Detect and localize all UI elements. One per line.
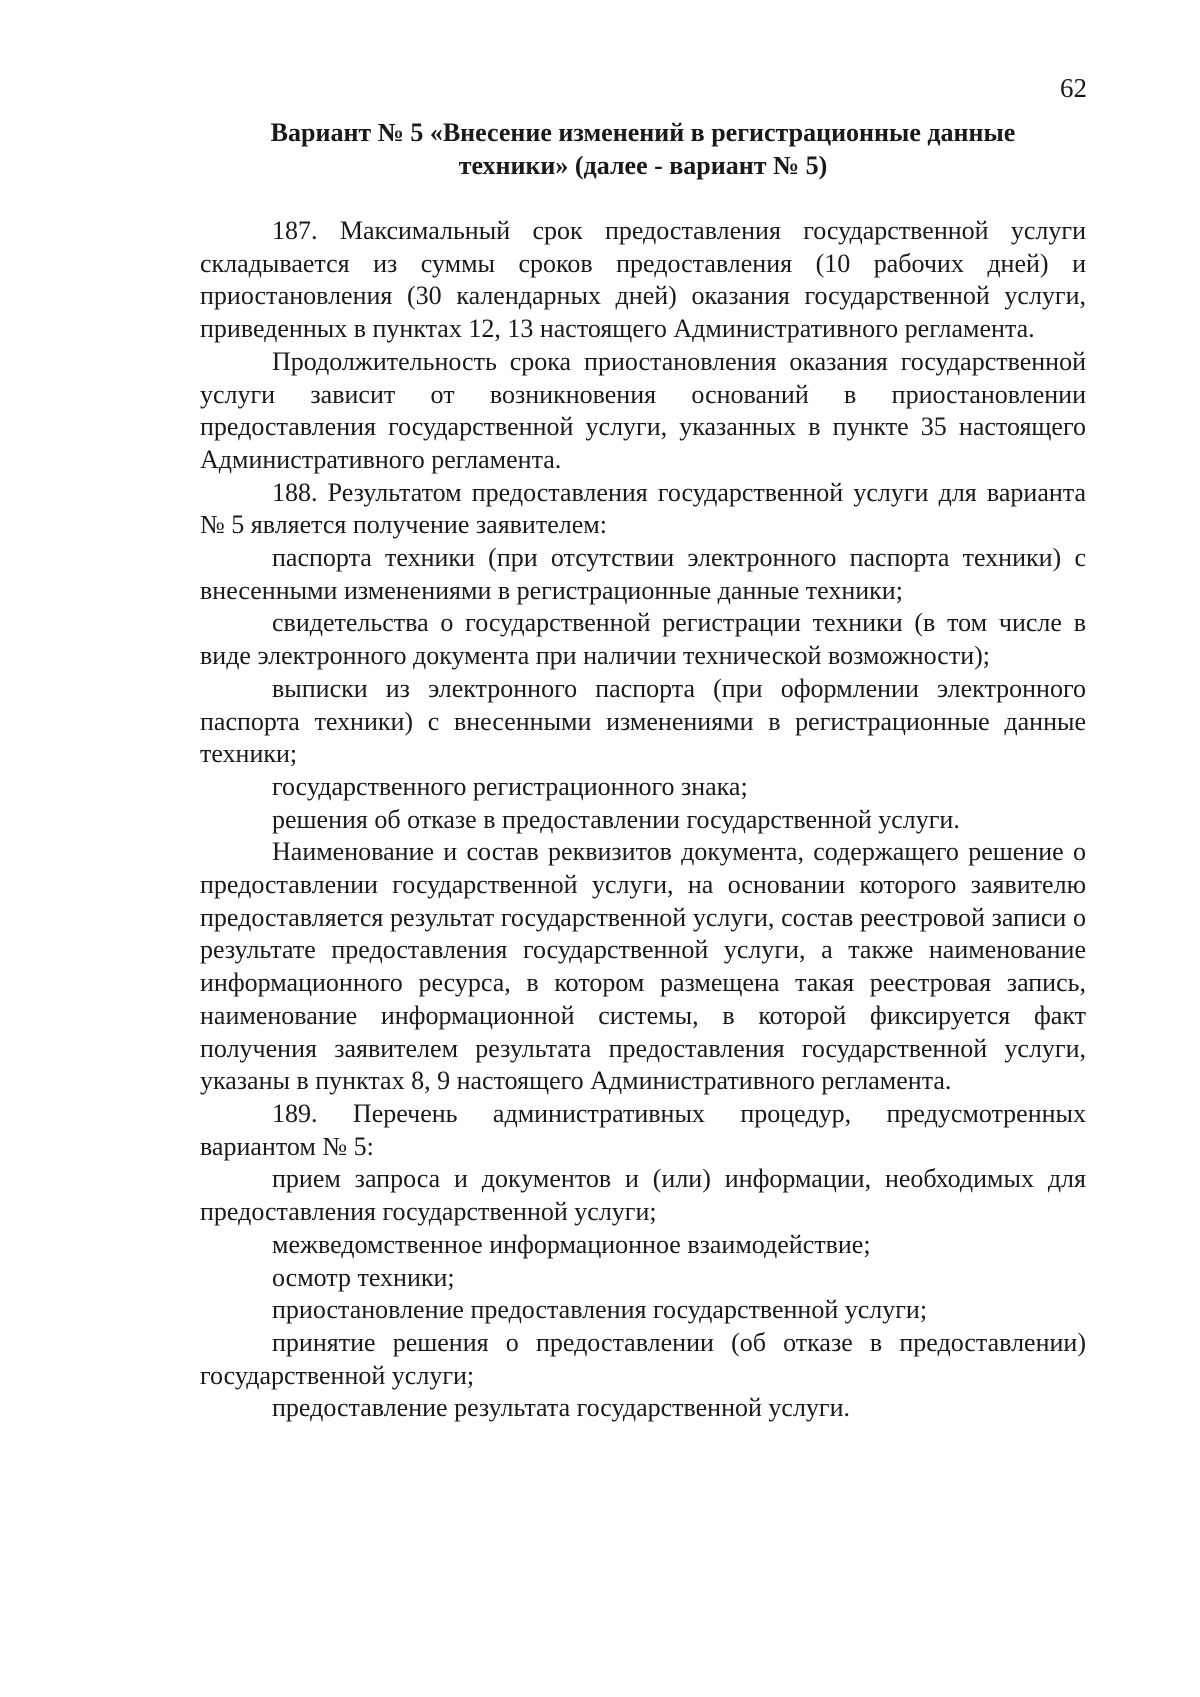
result-item-passport: паспорта техники (при отсутствии электронного паспорта техники) с внесенными изменениями в регистрационные данные техники; [200,543,1086,605]
result-item-plate: государственного регистрационного знака; [272,771,748,801]
result-item-refusal: решения об отказе в предоставлении государственной услуги. [272,804,960,834]
paragraph-187: 187. Максимальный срок предоставления государственной услуги складывается из суммы сроков предоставления (10 рабочих дней) и приостановления (30 календарных дней) оказания государственной услуги, приведенных в пунктах 12, 13 настоящего Административного регламента. [200,216,1086,344]
procedure-item-decision: принятие решения о предоставлении (об отказе в предоставлении) государственной услуги; [200,1327,1086,1390]
section-title-line-1: Вариант № 5 «Внесение изменений в регистрационные данные [270,118,1016,147]
procedure-item-interagency: межведомственное информационное взаимодействие; [272,1229,871,1259]
procedure-item-result: предоставление результата государственной услуги. [272,1393,851,1423]
result-item-certificate: свидетельства о государственной регистрации техники (в том числе в виде электронного документа при наличии технической возможности); [200,608,1086,671]
paragraph-suspension-duration: Продолжительность срока приостановления оказания государственной услуги зависит от возникновения оснований в приостановлении предоставления государственной услуги, указанных в пункте 35 настоящего Административного регламента. [200,346,1086,474]
paragraph-189: 189. Перечень административных процедур, предусмотренных вариантом № 5: [200,1098,1086,1161]
procedure-item-inspection: осмотр техники; [272,1262,455,1292]
paragraph-document-requisites: Наименование и состав реквизитов документа, содержащего решение о предоставлении государственной услуги, на основании которого заявителю предоставляется результат государственной услуги, состав реестровой записи о результате предоставления государственной услуги, а также наименование информационного ресурса, в котором размещена такая реестровая запись, наименование информационной системы, в которой фиксируется факт получения заявителем результата предоставления государственной услуги, указаны в пунктах 8, 9 настоящего Административного регламента. [200,837,1086,1096]
procedure-item-reception: прием запроса и документов и (или) информации, необходимых для предоставления государственной услуги; [200,1164,1086,1227]
section-title-line-2: техники» (далее - вариант № 5) [458,151,828,180]
section-title [200,116,1086,182]
result-item-extract: выписки из электронного паспорта (при оформлении электронного паспорта техники) с внесенными изменениями в регистрационные данные техники; [200,673,1086,769]
procedure-item-suspension: приостановление предоставления государственной услуги; [272,1295,928,1325]
page-number: 62 [1060,73,1087,103]
document-body [200,215,1086,1425]
paragraph-188: 188. Результатом предоставления государственной услуги для варианта № 5 является получение заявителем: [200,477,1086,540]
